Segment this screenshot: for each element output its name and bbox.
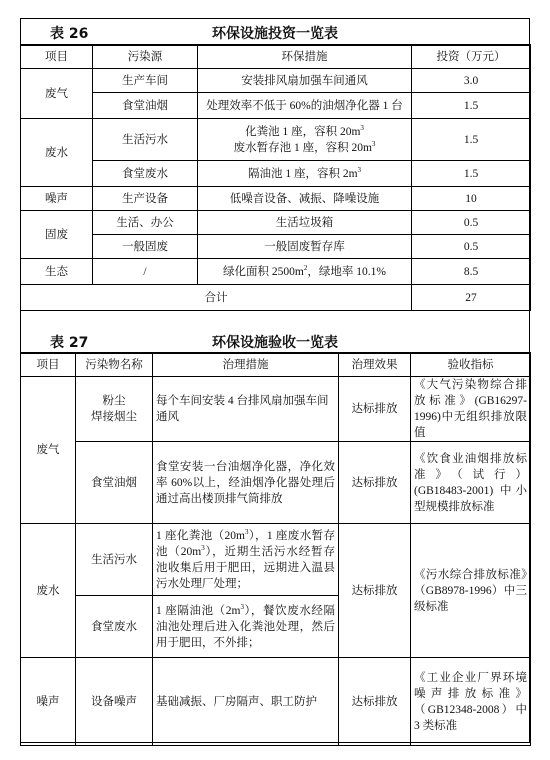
superscript: 3	[360, 123, 364, 132]
invest-cell: 1.5	[412, 119, 531, 161]
table-row	[21, 93, 531, 119]
measure-cell: 处理效率不低于 60%的油烟净化器 1 台	[198, 93, 412, 119]
measure-cell: 基础减振、厂房隔声、职工防护	[153, 658, 339, 746]
invest-cell: 0.5	[412, 235, 531, 259]
group-cell-gas: 废气	[21, 377, 76, 524]
table-27	[20, 352, 531, 746]
table-row	[21, 524, 531, 596]
superscript: 3	[201, 543, 205, 552]
measure-text: 化粪池 1 座，容积 20m	[245, 125, 361, 138]
table-row	[21, 235, 531, 259]
table-row	[21, 161, 531, 187]
header-cell: 验收指标	[411, 353, 531, 377]
pollutant-cell: 生活污水	[76, 524, 153, 596]
effect-cell: 达标排放	[339, 442, 411, 524]
group-cell-eco: 生态	[21, 259, 93, 285]
measure-text: 绿化面积 2500m	[223, 265, 304, 278]
invest-cell: 1.5	[412, 161, 531, 187]
group-cell-solid: 固废	[21, 211, 93, 259]
table-header-row	[21, 45, 531, 69]
table-row	[21, 259, 531, 285]
group-cell-water: 废水	[21, 524, 76, 658]
group-cell-noise: 噪声	[21, 187, 93, 211]
standard-cell: 《饮食业油烟排放标准》（试行）(GB18483-2001) 中小型规模排放标准	[411, 442, 531, 524]
measure-text: ），近期生活污水经暂存池收集后用于肥田，远期进入温县污水处理厂处理；	[156, 545, 335, 590]
group-cell-noise: 噪声	[21, 658, 76, 746]
table-row	[21, 211, 531, 235]
table-row	[21, 658, 531, 746]
invest-cell: 10	[412, 187, 531, 211]
table-row	[21, 377, 531, 442]
table-26-title: 环保设施投资一览表	[212, 26, 338, 42]
table-27-caption	[20, 327, 530, 353]
pollutant-text: 粉尘	[102, 395, 126, 407]
measure-text: 隔油池 1 座，容积 2m	[247, 167, 358, 180]
header-cell: 治理措施	[153, 353, 339, 377]
measure-text: 废水暂存池 1 座，容积 20m	[233, 141, 372, 154]
table-row	[21, 442, 531, 524]
header-cell: 投资（万元）	[412, 45, 531, 69]
standard-cell: 《工业企业厂界环境噪声排放标准》（GB12348-2008）中 3 类标准	[411, 658, 531, 746]
measure-cell: 每个车间安装 4 台排风扇加强车间通风	[153, 377, 339, 442]
source-cell: 生活污水	[93, 119, 198, 161]
table-header-row	[21, 353, 531, 377]
source-cell: /	[93, 259, 198, 285]
measure-cell: 食堂安装一台油烟净化器，净化效率 60%以上，经油烟净化器处理后通过高出楼顶排气筒排放	[153, 442, 339, 524]
measure-cell: 低噪音设备、减振、降噪设施	[198, 187, 412, 211]
standard-cell: 《污水综合排放标准》（GB8978-1996）中三级标准	[411, 524, 531, 658]
table-26	[20, 44, 531, 311]
source-cell: 生产设备	[93, 187, 198, 211]
total-row	[21, 285, 531, 311]
source-cell: 食堂油烟	[93, 93, 198, 119]
measure-cell	[153, 596, 339, 658]
measure-text: 1 座化粪池（20m	[156, 529, 245, 542]
measure-cell	[198, 119, 412, 161]
standard-cell: 《大气污染物综合排放标准》(GB16297-1996)中无组织排放限值	[411, 377, 531, 442]
table-row	[21, 187, 531, 211]
effect-cell: 达标排放	[339, 377, 411, 442]
header-cell: 项目	[21, 45, 93, 69]
superscript: 3	[244, 527, 249, 536]
header-cell: 环保措施	[198, 45, 412, 69]
source-cell: 一般固废	[93, 235, 198, 259]
table-27-title: 环保设施验收一览表	[212, 335, 338, 351]
table-row	[21, 119, 531, 161]
invest-cell: 1.5	[412, 93, 531, 119]
group-cell-water: 废水	[21, 119, 93, 187]
header-cell: 污染物名称	[76, 353, 153, 377]
group-cell-gas: 废气	[21, 69, 93, 119]
invest-cell: 0.5	[412, 211, 531, 235]
pollutant-cell: 食堂油烟	[76, 442, 153, 524]
effect-cell: 达标排放	[339, 524, 411, 658]
pollutant-cell: 设备噪声	[76, 658, 153, 746]
table-27-number: 表 27	[50, 335, 89, 351]
source-cell: 生产车间	[93, 69, 198, 93]
total-label: 合计	[21, 285, 412, 311]
measure-cell: 安装排风扇加强车间通风	[198, 69, 412, 93]
invest-cell: 3.0	[412, 69, 531, 93]
measure-cell	[198, 259, 412, 285]
table-26-caption	[20, 18, 530, 44]
total-value: 27	[412, 285, 531, 311]
measure-text: ），餐饮废水经隔油池处理后进入化粪池处理，然后用于肥田，不外排；	[156, 604, 335, 649]
measure-text: 1 座隔油池（2m	[156, 604, 241, 617]
pollutant-text: 焊接烟尘	[91, 411, 137, 423]
superscript: 3	[240, 602, 244, 611]
superscript: 2	[303, 263, 308, 272]
pollutant-cell: 食堂废水	[76, 596, 153, 658]
source-cell: 食堂废水	[93, 161, 198, 187]
superscript: 3	[371, 139, 376, 148]
header-cell: 项目	[21, 353, 76, 377]
superscript: 3	[357, 165, 362, 174]
table-row	[21, 69, 531, 93]
measure-cell	[198, 161, 412, 187]
effect-cell: 达标排放	[339, 658, 411, 746]
measure-text: ），1 座废水暂存池（20m	[156, 529, 335, 558]
measure-cell	[153, 524, 339, 596]
pollutant-cell	[76, 377, 153, 442]
measure-cell: 生活垃圾箱	[198, 211, 412, 235]
header-cell: 治理效果	[339, 353, 411, 377]
table-26-number: 表 26	[50, 26, 89, 42]
source-cell: 生活、办公	[93, 211, 198, 235]
invest-cell: 8.5	[412, 259, 531, 285]
measure-text: ，绿地率 10.1%	[307, 265, 386, 278]
measure-cell: 一般固废暂存库	[198, 235, 412, 259]
header-cell: 污染源	[93, 45, 198, 69]
